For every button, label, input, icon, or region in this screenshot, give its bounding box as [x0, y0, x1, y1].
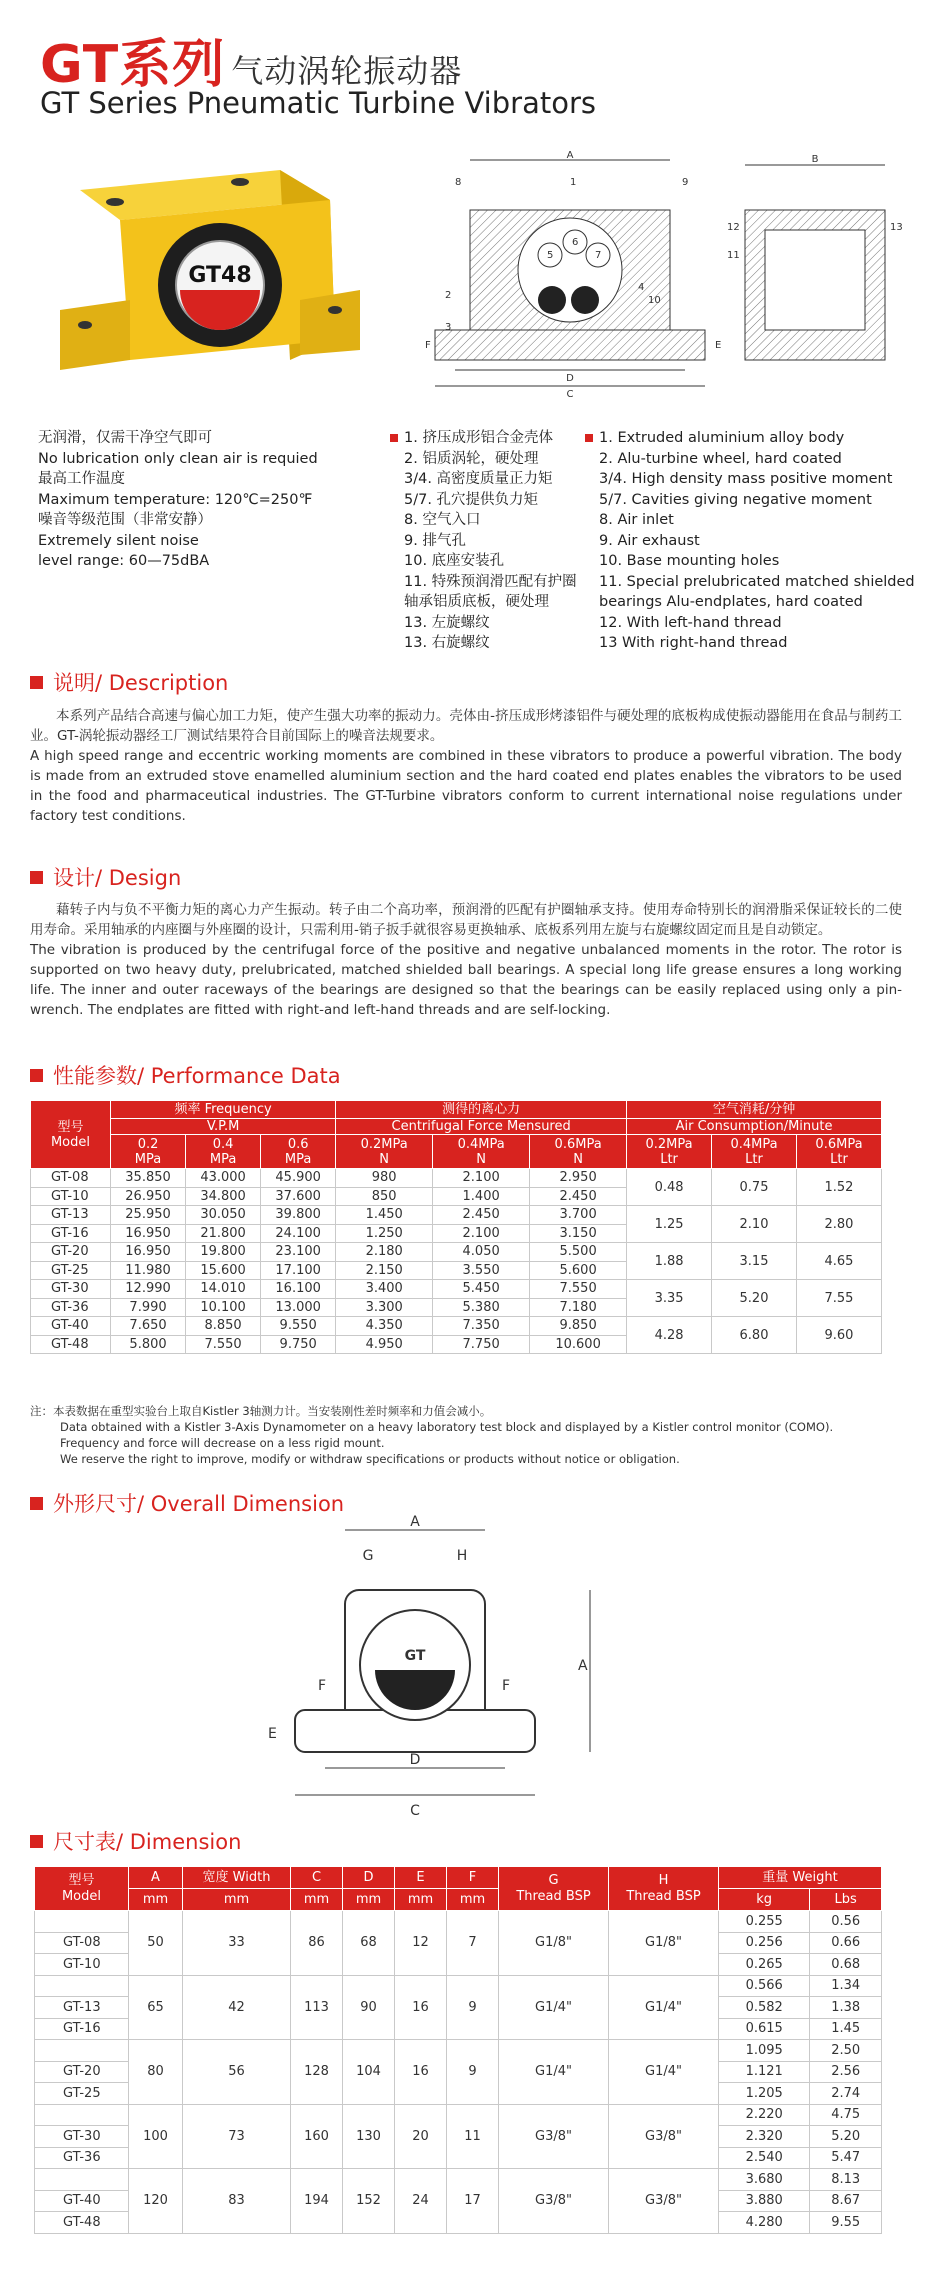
table-row: GT-08 0.256 0.66: [35, 1932, 882, 1954]
table-row: GT-08 35.850 43.000 45.900 980 2.100 2.950 0.48 0.75 1.52: [31, 1169, 882, 1188]
svg-text:1: 1: [570, 177, 577, 188]
svg-text:13: 13: [890, 222, 903, 233]
table-row: 100 73 160 130 20 11 G3/8" G3/8" 2.220 4.75: [35, 2104, 882, 2126]
svg-text:10: 10: [648, 295, 661, 306]
page-title-en: GT Series Pneumatic Turbine Vibrators: [40, 86, 596, 120]
table-row: 50 33 86 68 12 7 G1/8" G1/8" 0.255 0.56: [35, 1911, 882, 1933]
svg-text:D: D: [409, 1752, 421, 1768]
svg-text:9: 9: [682, 177, 689, 188]
table-row: GT-10 26.950 34.800 37.600 850 1.400 2.450: [31, 1187, 882, 1206]
description-heading: 说明/ Description: [30, 667, 228, 697]
table-row: GT-13 25.950 30.050 39.800 1.450 2.450 3.700 1.25 2.10 2.80: [31, 1206, 882, 1225]
dimension-heading: 尺寸表/ Dimension: [30, 1826, 241, 1856]
svg-text:GT: GT: [404, 1648, 426, 1664]
svg-text:D: D: [566, 373, 574, 384]
overall-dimension-drawing: [240, 1510, 620, 1820]
features-cn: 1. 挤压成形铝合金壳体 2. 铝质涡轮，硬处理 3/4. 高密度质量正力矩 5/7. 孔穴提供负力矩 8. 空气入口 9. 排气孔 10. 底座安装孔 11. 特殊预润滑匹配有护圈 轴承铝质底板，硬处理 13. 左旋螺纹 13. 右旋螺纹: [390, 428, 590, 654]
svg-text:2: 2: [445, 290, 452, 301]
performance-table: 型号 Model 频率 Frequency 测得的离心力 空气消耗/分钟 V.P.M Centrifugal Force Mensured Air Consumption/Minute 0.2 MPa 0.4 MPa 0.6 MPa 0.2MPa N 0.4MPa N 0.6MPa N 0.2MPa Ltr 0.4MPa Ltr 0.6MPa Ltr GT-08 35.850 43.000 45.900 980 2.100 2.950 0.48 0.75 1.52 GT-10 26.950 34.800 37.600 850 1.400 2.450 GT-13 25.950 30.050 39.800 1.450 2.450 3.700 1.25 2.10 2.80 GT-16 16.950 21.800 24.100 1.250 2.100 3.150 GT-20 16.950 19.800 23.100 2.180 4.050 5.500 1.88 3.15 4.65 GT-25 11.980 15.600 17.100 2.150 3.550 5.600 GT-30 12.990 14.010 16.100 3.400 5.450 7.550 3.35 5.20 7.55 GT-36 7.990 10.100 13.000 3.300 5.380 7.180 GT-40 7.650 8.850 9.550 4.350 7.350 9.850 4.28 6.80 9.60 GT-48 5.800 7.550 9.750 4.950 7.750 10.600: [30, 1100, 882, 1354]
table-row: GT-36 7.990 10.100 13.000 3.300 5.380 7.180: [31, 1298, 882, 1317]
svg-text:3: 3: [445, 322, 452, 333]
svg-text:B: B: [811, 154, 819, 165]
table-row: GT-48 4.280 9.55: [35, 2212, 882, 2234]
svg-text:A: A: [578, 1658, 588, 1674]
table-row: GT-36 2.540 5.47: [35, 2147, 882, 2169]
table-row: GT-10 0.265 0.68: [35, 1954, 882, 1976]
svg-text:C: C: [566, 389, 574, 400]
page-subtitle-cn: 气动涡轮振动器: [231, 52, 463, 90]
svg-text:12: 12: [727, 222, 740, 233]
table-row: GT-30 12.990 14.010 16.100 3.400 5.450 7.550 3.35 5.20 7.55: [31, 1280, 882, 1299]
svg-text:C: C: [410, 1803, 420, 1819]
table-row: GT-13 0.582 1.38: [35, 1997, 882, 2019]
table-notes: 注：本表数据在重型实验台上取自Kistler 3轴测力计。当安装刚性差时频率和力值会减小。 Data obtained with a Kistler 3-Axis Dynamometer on a heavy laboratory test block and displayed by a Kistler control monitor (COMO). Frequency and force will decrease on a less rigid mount. We reserve the right to improve, modify or withdraw specifications or products without notice or obligation.: [30, 1404, 834, 1466]
svg-text:F: F: [318, 1678, 327, 1694]
table-row: GT-30 2.320 5.20: [35, 2126, 882, 2148]
description-text: 本系列产品结合高速与偏心加工力矩，使产生强大功率的振动力。壳体由-挤压成形烤漆铝件与硬处理的底板构成使振动器能用在食品与制药工业。GT-涡轮振动器经工厂测试结果符合目前国际上的噪音法规要求。 A high speed range and eccentric working moments are combined in these vibrators to produce a powerful vibration. The body is made from an extruded stove enamelled aluminium section and the hard coated end plates enables the vibrators to be used in the food and pharmaceutical industries. The GT-Turbine vibrators conform to current international noise regulations under factory test conditions.: [30, 708, 902, 824]
table-row: GT-16 16.950 21.800 24.100 1.250 2.100 3.150: [31, 1224, 882, 1243]
col-model: 型号 Model: [31, 1101, 111, 1169]
product-badge: GT48: [188, 263, 252, 288]
design-text: 藉转子内与负不平衡力矩的离心力产生振动。转子由二个高功率，预润滑的匹配有护圈轴承支持。使用寿命特别长的润滑脂采保证较长的二使用寿命。采用轴承的内座圈与外座圈的设计，只需利用-销子扳手就很容易更换轴承、底板系列用左旋与右旋螺纹固定而且是自动锁定。 The vibration is produced by the centrifugal force of the positive and negative unbalanced moments in the rotor. The rotor is supported on two heavy duty, prelubricated, matched shielded ball bearings. A special long life grease ensures a long working life. The inner and outer raceways of the bearings are designed so that the bearings can be easily replaced using only a pin-wrench. The endplates are fitted with right-and left-hand threads and are self-locking.: [30, 902, 902, 1018]
table-row: GT-16 0.615 1.45: [35, 2018, 882, 2040]
page-title-cn: GT系列 气动涡轮振动器: [40, 35, 463, 95]
svg-text:F: F: [425, 340, 431, 351]
svg-text:F: F: [502, 1678, 511, 1694]
table-row: GT-48 5.800 7.550 9.750 4.950 7.750 10.600: [31, 1335, 882, 1354]
svg-text:7: 7: [595, 250, 602, 261]
svg-text:G: G: [362, 1548, 374, 1564]
end-view-drawing: [725, 150, 905, 400]
svg-text:11: 11: [727, 250, 740, 261]
table-row: 65 42 113 90 16 9 G1/4" G1/4" 0.566 1.34: [35, 1975, 882, 1997]
svg-text:A: A: [566, 150, 574, 161]
performance-heading: 性能参数/ Performance Data: [30, 1060, 341, 1090]
svg-text:E: E: [715, 340, 722, 351]
svg-text:A: A: [410, 1514, 420, 1530]
features-general: 无润滑，仅需干净空气即可 No lubrication only clean air is requied 最高工作温度 Maximum temperature: 120℃=250℉ 噪音等级范围（非常安静） Extremely silent noise level range: 60—75dBA: [38, 430, 318, 569]
product-image: [60, 160, 360, 380]
overall-dimension-heading: 外形尺寸/ Overall Dimension: [30, 1488, 344, 1518]
table-row: GT-25 11.980 15.600 17.100 2.150 3.550 5.600: [31, 1261, 882, 1280]
svg-text:E: E: [268, 1726, 277, 1742]
table-row: GT-25 1.205 2.74: [35, 2083, 882, 2105]
table-row: GT-40 3.880 8.67: [35, 2190, 882, 2212]
dimension-table: 型号 Model A 宽度 Width C D E F G Thread BSP H Thread BSP 重量 Weight mm mm mm mm mm mm kg Lbs 50 33 86 68 12 7 G1/8" G1/8" 0.255 0.56 GT-08 0.256 0.66 GT-10 0.265 0.68 65 42 113 90 16 9 G1/4" G1/4" 0.566 1.34 GT-13 0.582 1.38 GT-16 0.615 1.45 80 56 128 104 16 9 G1/4" G1/4" 1.095 2.50 GT-20 1.121 2.56 GT-25 1.205 2.74 100 73 160 130 20 11 G3/8" G3/8" 2.220 4.75 GT-30 2.320 5.20 GT-36 2.540 5.47 120 83 194 152 24 17 G3/8" G3/8" 3.680 8.13 GT-40 3.880 8.67 GT-48 4.280 9.55: [34, 1866, 882, 2234]
svg-text:H: H: [456, 1548, 468, 1564]
table-row: GT-20 16.950 19.800 23.100 2.180 4.050 5.500 1.88 3.15 4.65: [31, 1243, 882, 1262]
features-en: 1. Extruded aluminium alloy body 2. Alu-turbine wheel, hard coated 3/4. High density mass positive moment 5/7. Cavities giving negative moment 8. Air inlet 9. Air exhaust 10. Base mounting holes 11. Special prelubricated matched shielded bearings Alu-endplates, hard coated 12. With left-hand thread 13 With right-hand thread: [585, 428, 915, 654]
svg-text:4: 4: [638, 282, 645, 293]
svg-text:8: 8: [455, 177, 462, 188]
table-row: GT-40 7.650 8.850 9.550 4.350 7.350 9.850 4.28 6.80 9.60: [31, 1317, 882, 1336]
svg-text:5: 5: [547, 250, 554, 261]
svg-text:6: 6: [572, 237, 579, 248]
design-heading: 设计/ Design: [30, 862, 181, 892]
table-row: 80 56 128 104 16 9 G1/4" G1/4" 1.095 2.50: [35, 2040, 882, 2062]
table-row: GT-20 1.121 2.56: [35, 2061, 882, 2083]
table-row: 120 83 194 152 24 17 G3/8" G3/8" 3.680 8.13: [35, 2169, 882, 2191]
